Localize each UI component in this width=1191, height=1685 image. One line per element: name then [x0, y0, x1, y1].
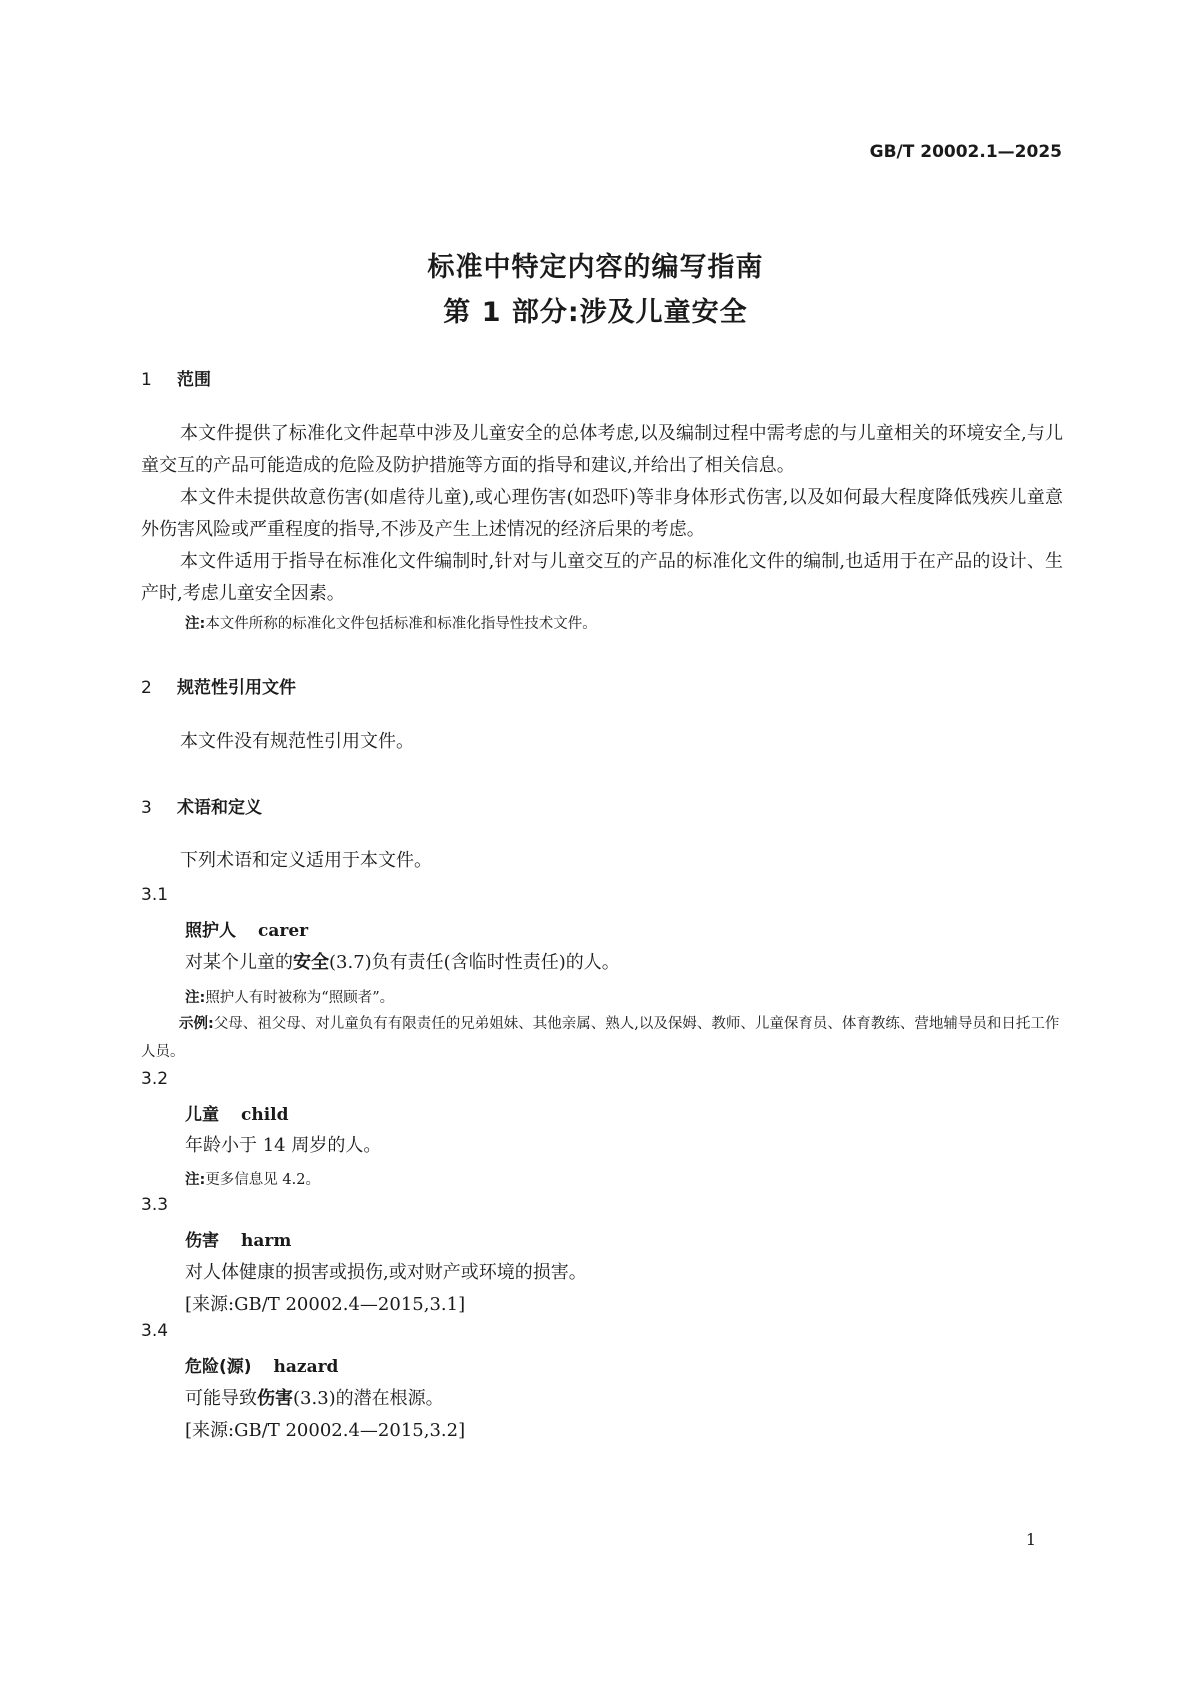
note-label: 注:: [185, 990, 206, 1006]
term-en: harm: [241, 1231, 292, 1251]
term-note: [185, 986, 394, 1007]
terms-intro: 下列术语和定义适用于本文件。: [180, 850, 432, 871]
note-text: 本文件所称的标准化文件包括标准和标准化指导性技术文件。: [205, 616, 597, 632]
scope-paragraph-3: 本文件适用于指导在标准化文件编制时,针对与儿童交互的产品的标准化文件的编制,也适用于在产品的设计、生产时,考虑儿童安全因素。: [141, 551, 1063, 604]
note-label: 注:: [185, 1172, 206, 1188]
term-entry: [185, 1352, 338, 1377]
note-label: 注:: [185, 616, 206, 632]
definition-term-reference: 安全: [293, 952, 329, 973]
section-1-heading: [141, 365, 211, 390]
definition-text: 对某个儿童的: [185, 952, 293, 973]
term-zh: 伤害: [185, 1231, 219, 1251]
section-title: 范围: [177, 370, 211, 390]
term-definition: [185, 948, 620, 974]
note-text: 更多信息见 4.2。: [205, 1172, 320, 1188]
term-zh: 照护人: [185, 921, 236, 941]
term-entry: [185, 1226, 291, 1251]
term-number: 3.4: [141, 1321, 169, 1341]
section-2-heading: [141, 673, 296, 698]
definition-text: 可能导致: [185, 1388, 257, 1409]
section-number: 1: [141, 370, 152, 390]
term-definition: 对人体健康的损害或损伤,或对财产或环境的损害。: [185, 1262, 587, 1283]
section-title: 规范性引用文件: [177, 678, 296, 698]
document-subtitle: 第 1 部分:涉及儿童安全: [443, 297, 748, 328]
term-definition: 年龄小于 14 周岁的人。: [185, 1135, 382, 1156]
example-label: 示例:: [179, 1016, 214, 1032]
normative-references-paragraph: 本文件没有规范性引用文件。: [180, 731, 414, 752]
term-en: child: [241, 1105, 289, 1125]
definition-term-reference: 伤害: [257, 1388, 293, 1409]
section-3-heading: [141, 793, 262, 818]
page-number: 1: [1025, 1530, 1036, 1549]
term-definition: [185, 1384, 444, 1410]
note-text: 照护人有时被称为“照顾者”。: [205, 990, 395, 1006]
term-en: carer: [258, 921, 309, 941]
term-zh: 危险(源): [185, 1357, 252, 1377]
term-number: 3.2: [141, 1069, 169, 1089]
term-zh: 儿童: [185, 1105, 219, 1125]
document-code: GB/T 20002.1—2025: [869, 142, 1062, 162]
definition-text: (3.3)的潜在根源。: [293, 1388, 444, 1409]
term-source: [来源:GB/T 20002.4—2015,3.1]: [185, 1294, 466, 1315]
scope-paragraph-1: 本文件提供了标准化文件起草中涉及儿童安全的总体考虑,以及编制过程中需考虑的与儿童相关的环境安全,与儿童交互的产品可能造成的危险及防护措施等方面的指导和建议,并给出了相关信息。: [141, 423, 1063, 476]
document-title: 标准中特定内容的编写指南: [427, 252, 764, 283]
term-example: [141, 1010, 1063, 1066]
scope-note: [185, 612, 597, 633]
term-entry: [185, 916, 308, 941]
term-number: 3.3: [141, 1195, 169, 1215]
term-number: 3.1: [141, 885, 169, 905]
section-number: 3: [141, 798, 152, 818]
section-number: 2: [141, 678, 152, 698]
definition-text: (3.7)负有责任(含临时性责任)的人。: [329, 952, 620, 973]
section-title: 术语和定义: [177, 798, 262, 818]
term-source: [来源:GB/T 20002.4—2015,3.2]: [185, 1420, 466, 1441]
term-en: hazard: [273, 1357, 339, 1377]
term-note: [185, 1168, 320, 1189]
term-entry: [185, 1100, 289, 1125]
example-text: 父母、祖父母、对儿童负有有限责任的兄弟姐妹、其他亲属、熟人,以及保姆、教师、儿童保育员、体育教练、营地辅导员和日托工作人员。: [141, 1016, 1060, 1060]
scope-paragraph-2: 本文件未提供故意伤害(如虐待儿童),或心理伤害(如恐吓)等非身体形式伤害,以及如何最大程度降低残疾儿童意外伤害风险或严重程度的指导,不涉及产生上述情况的经济后果的考虑。: [141, 487, 1063, 540]
